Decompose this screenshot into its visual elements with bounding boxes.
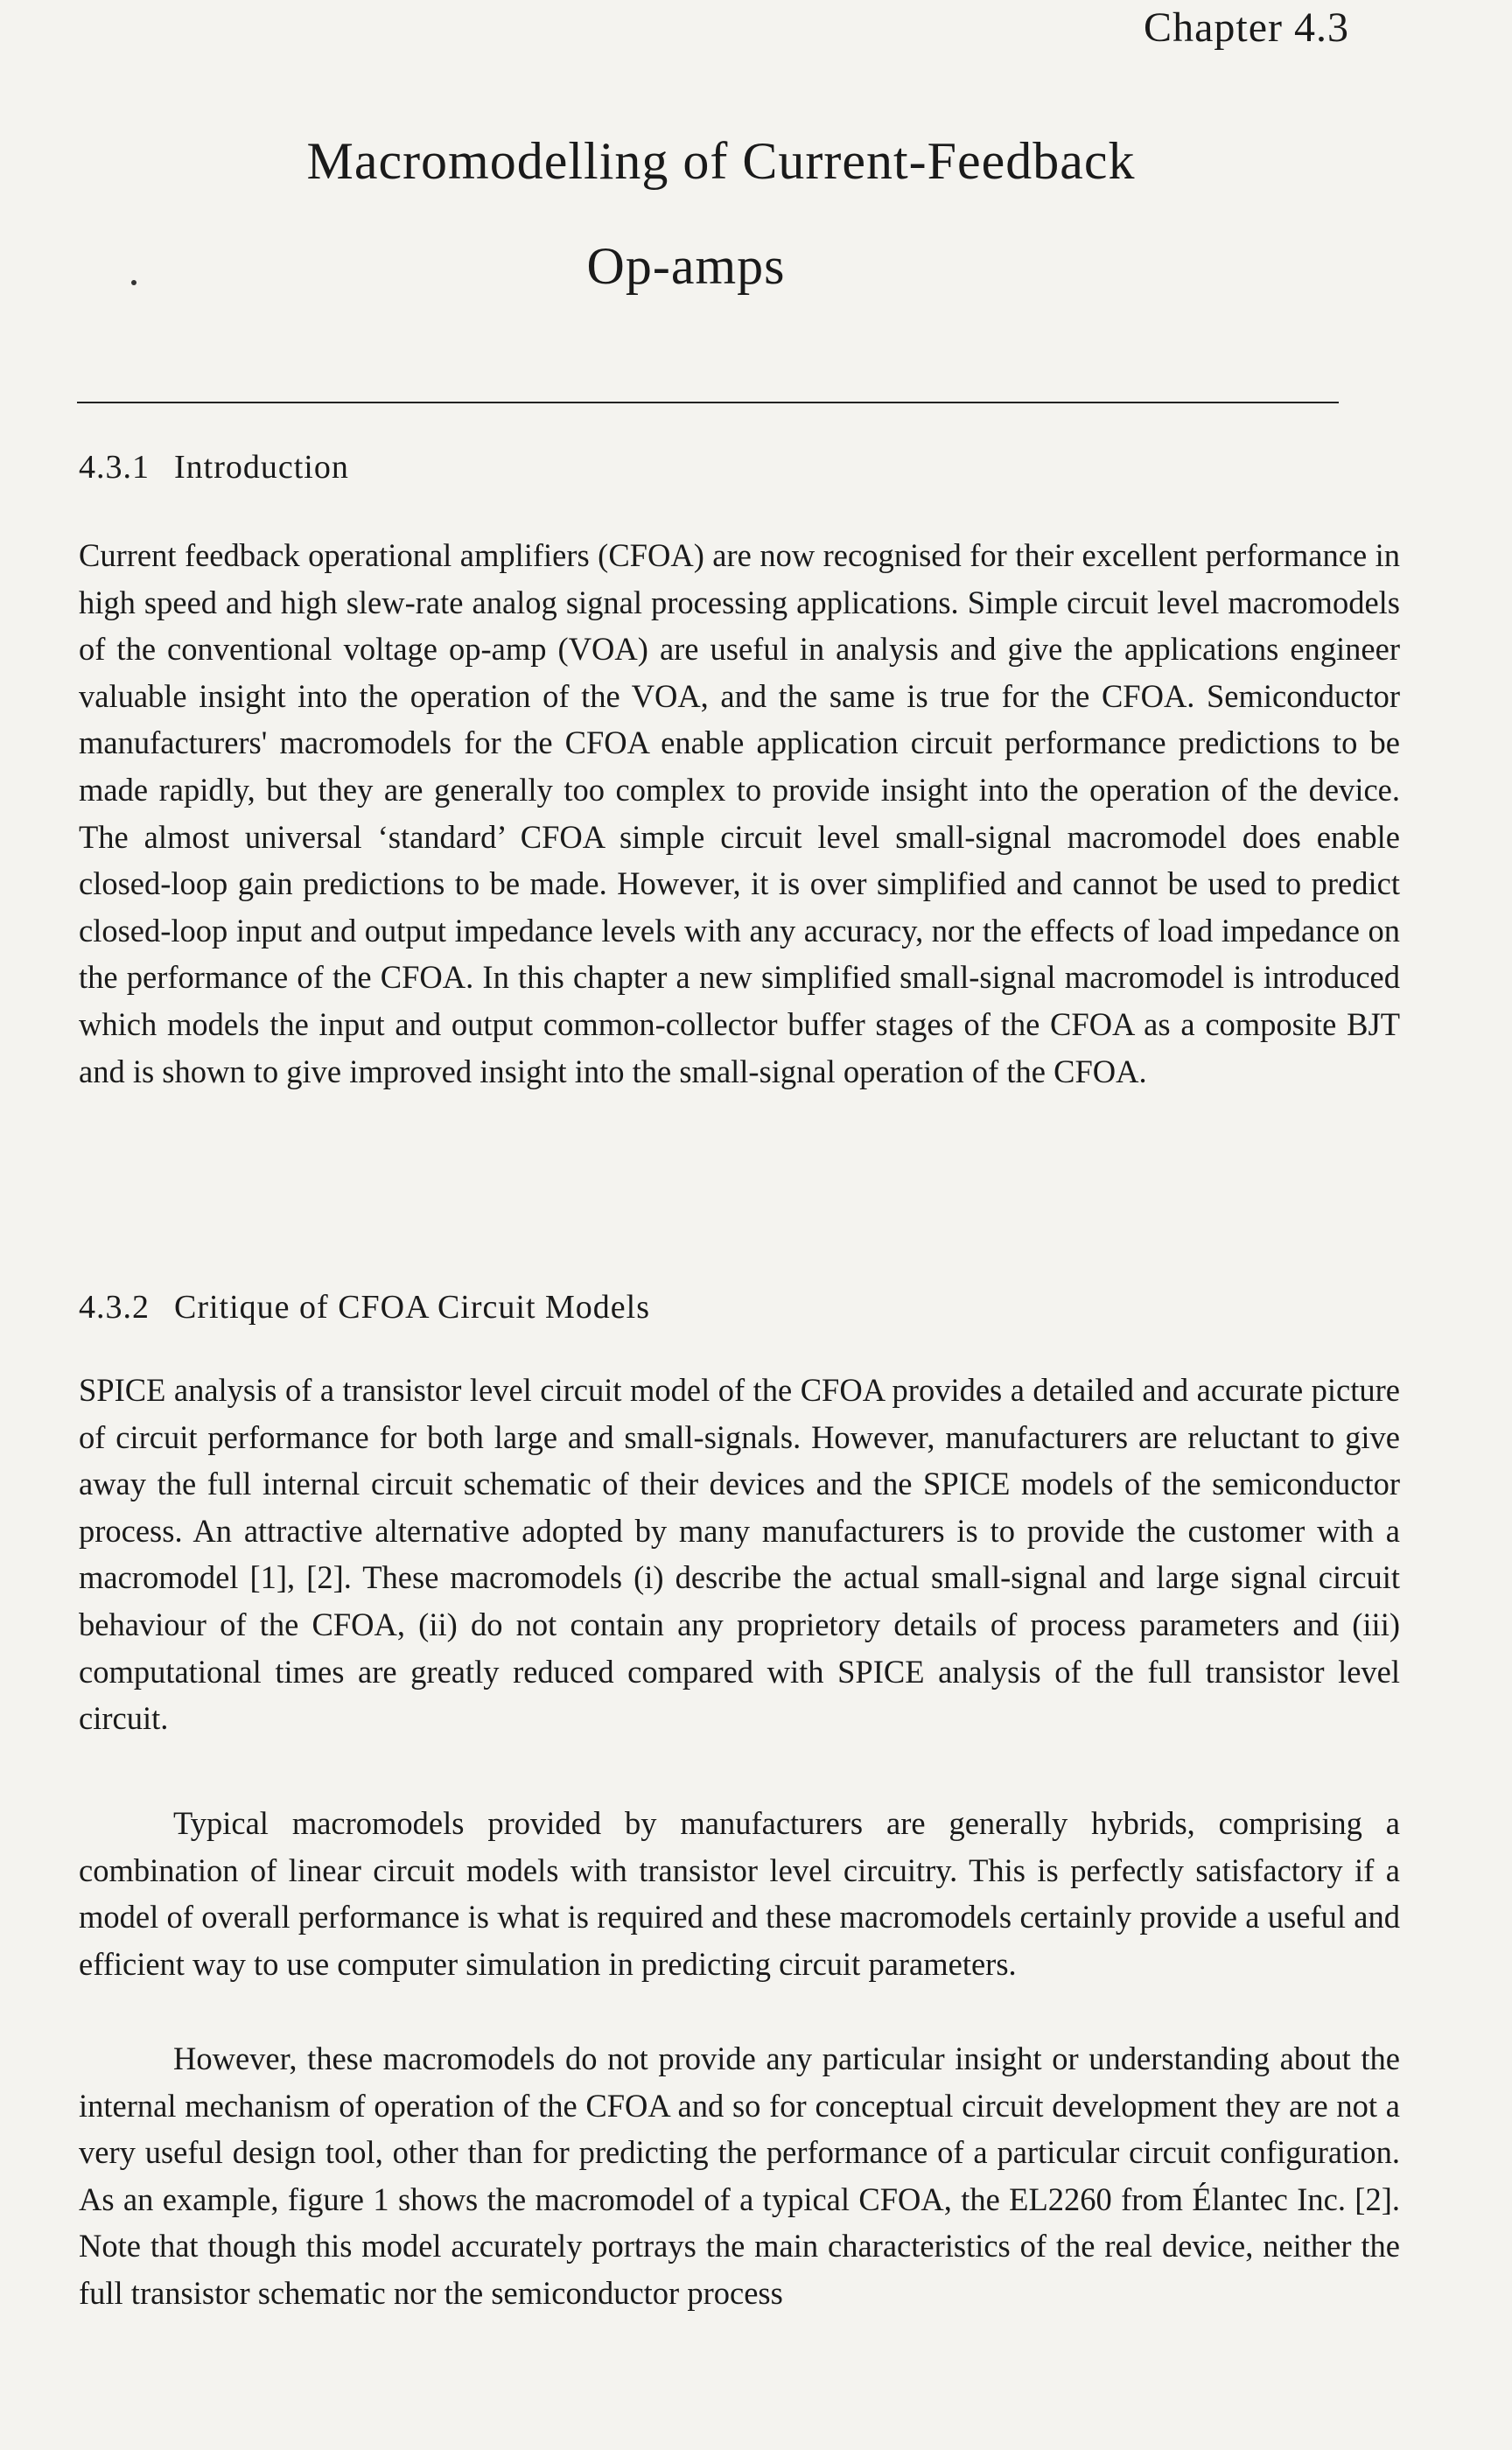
section-number: 4.3.2 bbox=[79, 1289, 150, 1326]
section-heading-introduction bbox=[79, 448, 349, 486]
section-title: Introduction bbox=[174, 449, 349, 486]
scan-speck bbox=[131, 280, 136, 285]
section-number: 4.3.1 bbox=[79, 449, 150, 486]
paragraph-critique-2: Typical macromodels provided by manufacturers are generally hybrids, comprising a combination of linear circuit models with transistor level circuitry. This is perfectly satisfactory if a model of overall performance is what is required and these macromodels certainly provide a useful and efficient way to use computer simulation in predicting circuit parameters. bbox=[79, 1805, 1400, 1982]
paragraph-introduction: Current feedback operational amplifiers (CFOA) are now recognised for their excellent performance in high speed and high slew-rate analog signal processing applications. Simple circuit level macromodels of the conventional voltage op-amp (VOA) are useful in analysis and give the applications engineer valuable insight into the operation of the VOA, and the same is true for the CFOA. Semiconductor manufacturers' macromodels for the CFOA enable application circuit performance predictions to be made rapidly, but they are generally too complex to provide insight into the operation of the device. The almost universal ‘standard’ CFOA simple circuit level small-signal macromodel does enable closed-loop gain predictions to be made. However, it is over simplified and cannot be used to predict closed-loop input and output impedance levels with any accuracy, nor the effects of load impedance on the performance of the CFOA. In this chapter a new simplified small-signal macromodel is introduced which models the input and output common-collector buffer stages of the CFOA as a composite BJT and is shown to give improved insight into the small-signal operation of the CFOA. bbox=[79, 537, 1400, 1089]
chapter-title-line-1: Macromodelling of Current-Feedback bbox=[306, 132, 1136, 190]
paragraph-critique-3: However, these macromodels do not provide any particular insight or understanding about the internal mechanism of operation of the CFOA and so for conceptual circuit development they are not a very useful design tool, other than for predicting the performance of a particular circuit configuration. As an example, figure 1 shows the macromodel of a typical CFOA, the EL2260 from Élantec Inc. [2]. Note that though this model accurately portrays the main characteristics of the real device, neither the full transistor schematic nor the semiconductor process bbox=[79, 2040, 1400, 2311]
section-heading-critique bbox=[79, 1288, 650, 1326]
chapter-label: Chapter 4.3 bbox=[1144, 4, 1349, 51]
title-rule bbox=[77, 402, 1339, 403]
chapter-title-line-2: Op-amps bbox=[586, 237, 786, 295]
paragraph-critique-1: SPICE analysis of a transistor level circuit model of the CFOA provides a detailed and accurate picture of circuit performance for both large and small-signals. However, manufacturers are reluctant to give away the full internal circuit schematic of their devices and the SPICE models of the semiconductor process. An attractive alternative adopted by many manufacturers is to provide the customer with a macromodel [1], [2]. These macromodels (i) describe the actual small-signal and large signal circuit behaviour of the CFOA, (ii) do not contain any proprietory details of process parameters and (iii) computational times are greatly reduced compared with SPICE analysis of the full transistor level circuit. bbox=[79, 1372, 1400, 1737]
section-title: Critique of CFOA Circuit Models bbox=[174, 1289, 650, 1326]
